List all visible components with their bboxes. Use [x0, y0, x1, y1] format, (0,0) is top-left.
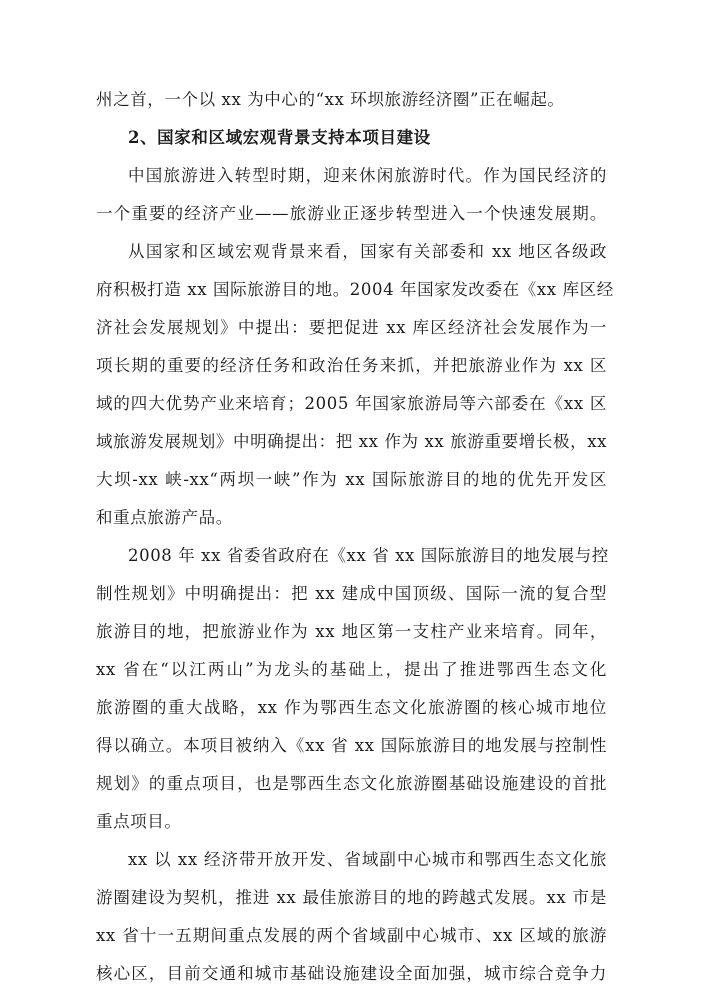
text-line: 大坝-xx 峡-xx“两坝一峡”作为 xx 国际旅游目的地的优先开发区 — [96, 470, 607, 489]
text-line: 规划》的重点项目，也是鄂西生态文化旅游圈基础设施建设的首批 — [96, 774, 607, 793]
text-line: 济社会发展规划》中提出：要把促进 xx 库区经济社会发展作为一 — [96, 318, 607, 337]
text-line: 2008 年 xx 省委省政府在《xx 省 xx 国际旅游目的地发展与控 — [128, 546, 609, 565]
text-line: 游圈建设为契机，推进 xx 最佳旅游目的地的跨越式发展。xx 市是 — [96, 888, 607, 907]
text-line: 中国旅游进入转型时期，迎来休闲旅游时代。作为国民经济的 — [128, 166, 607, 185]
text-line: 从国家和区域宏观背景来看，国家有关部委和 xx 地区各级政 — [128, 242, 607, 261]
section-heading: 2、国家和区域宏观背景支持本项目建设 — [128, 128, 431, 147]
text-line: 得以确立。本项目被纳入《xx 省 xx 国际旅游目的地发展与控制性 — [96, 736, 607, 755]
text-line: xx 省十一五期间重点发展的两个省域副中心城市、xx 区域的旅游 — [96, 926, 607, 945]
text-line: 制性规划》中明确提出：把 xx 建成中国顶级、国际一流的复合型 — [96, 584, 607, 603]
text-line: 项长期的重要的经济任务和政治任务来抓，并把旅游业作为 xx 区 — [96, 356, 607, 375]
text-line: 旅游圈的重大战略，xx 作为鄂西生态文化旅游圈的核心城市地位 — [96, 698, 607, 717]
text-line: 府积极打造 xx 国际旅游目的地。2004 年国家发改委在《xx 库区经 — [96, 280, 614, 299]
text-line: 核心区，目前交通和城市基础设施建设全面加强，城市综合竞争力 — [96, 964, 607, 983]
text-line: 旅游目的地，把旅游业作为 xx 地区第一支柱产业来培育。同年， — [96, 622, 607, 641]
text-line: 和重点旅游产品。 — [96, 508, 233, 527]
text-line: xx 以 xx 经济带开放开发、省域副中心城市和鄂西生态文化旅 — [128, 850, 607, 869]
text-line: 州之首，一个以 xx 为中心的“xx 环坝旅游经济圈”正在崛起。 — [96, 90, 565, 109]
text-line: 域的四大优势产业来培育；2005 年国家旅游局等六部委在《xx 区 — [96, 394, 607, 413]
text-line: xx 省在“以江两山”为龙头的基础上，提出了推进鄂西生态文化 — [96, 660, 607, 679]
text-line: 域旅游发展规划》中明确提出：把 xx 作为 xx 旅游重要增长极，xx — [96, 432, 607, 451]
text-line: 重点项目。 — [96, 812, 182, 831]
text-line: 一个重要的经济产业——旅游业正逐步转型进入一个快速发展期。 — [96, 204, 607, 223]
